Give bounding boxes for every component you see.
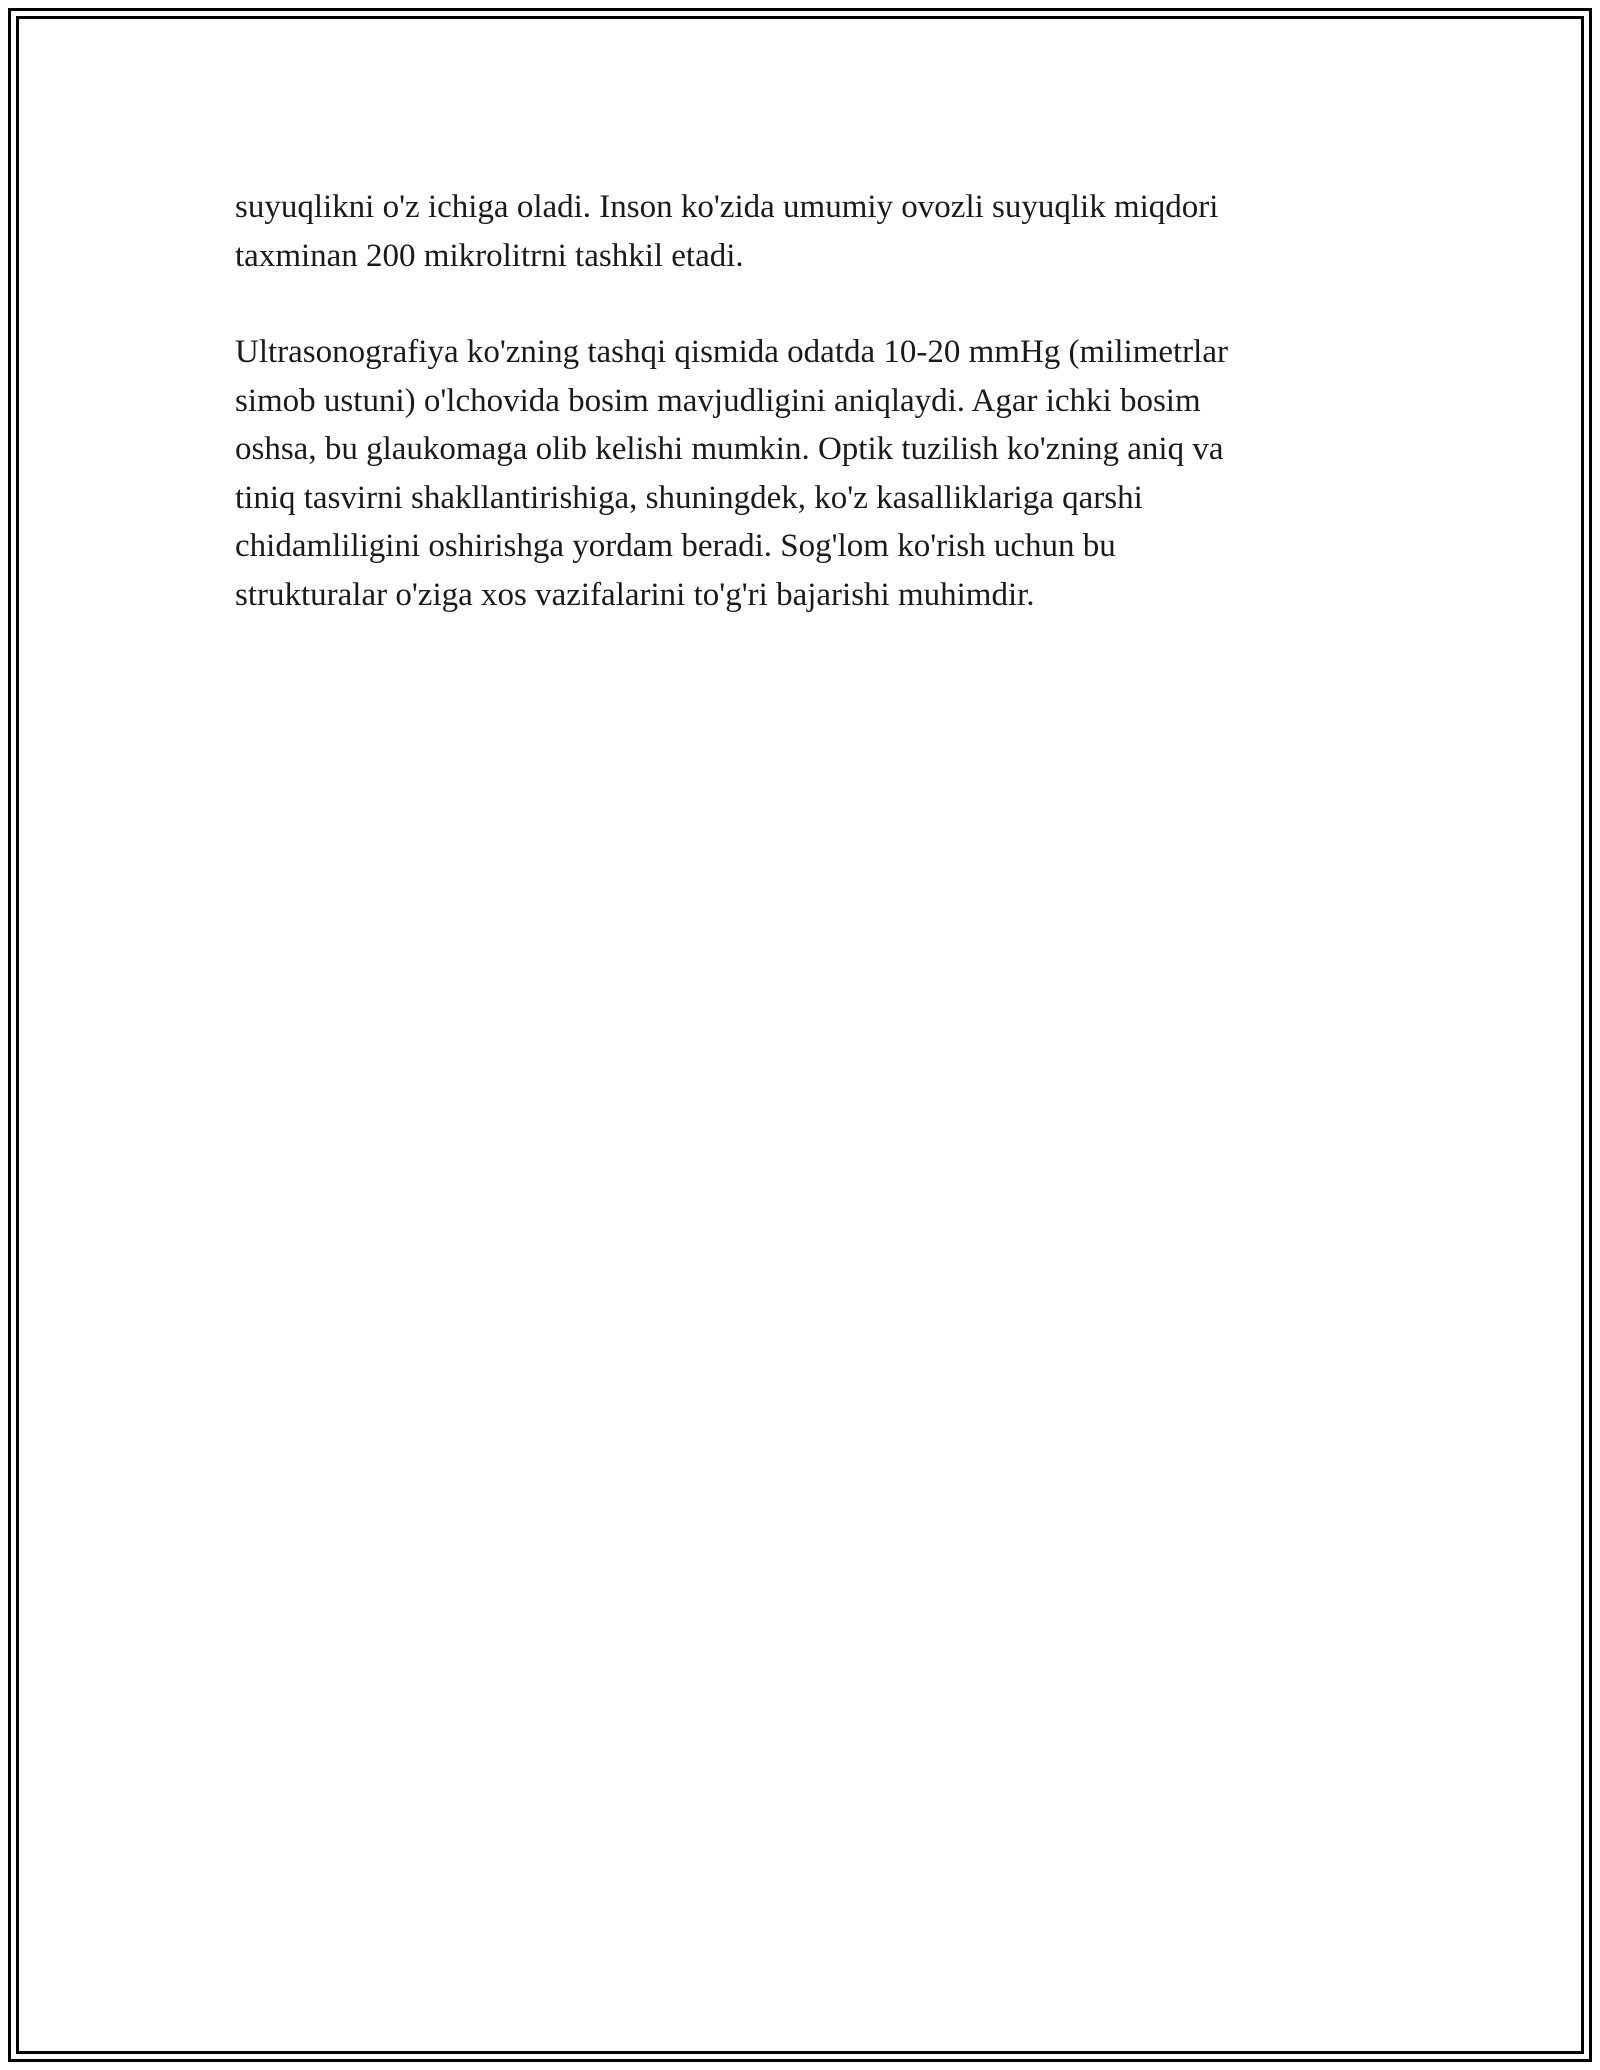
paragraph-2: Ultrasonografiya ko'zning tashqi qismida odatda 10-20 mmHg (milimetrlar simob ustuni) o'lchovida bosim mavjudligini aniqlaydi. Agar ichki bosim oshsa, bu glaukomaga olib kelishi mumkin. Optik tuzilish ko'zning aniq va tiniq tasvirni shakllantirishiga, shuningdek, ko'z kasalliklariga qarshi chidamliligini oshirishga yordam beradi. Sog'lom ko'rish uchun bu strukturalar o'ziga xos vazifalarini to'g'ri bajarishi muhimdir. [235,334,1228,613]
document-body [235,183,1365,667]
paragraph-1: suyuqlikni o'z ichiga oladi. Inson ko'zida umumiy ovozli suyuqlik miqdori taxminan 200 mikrolitrni tashkil etadi. [235,189,1219,274]
